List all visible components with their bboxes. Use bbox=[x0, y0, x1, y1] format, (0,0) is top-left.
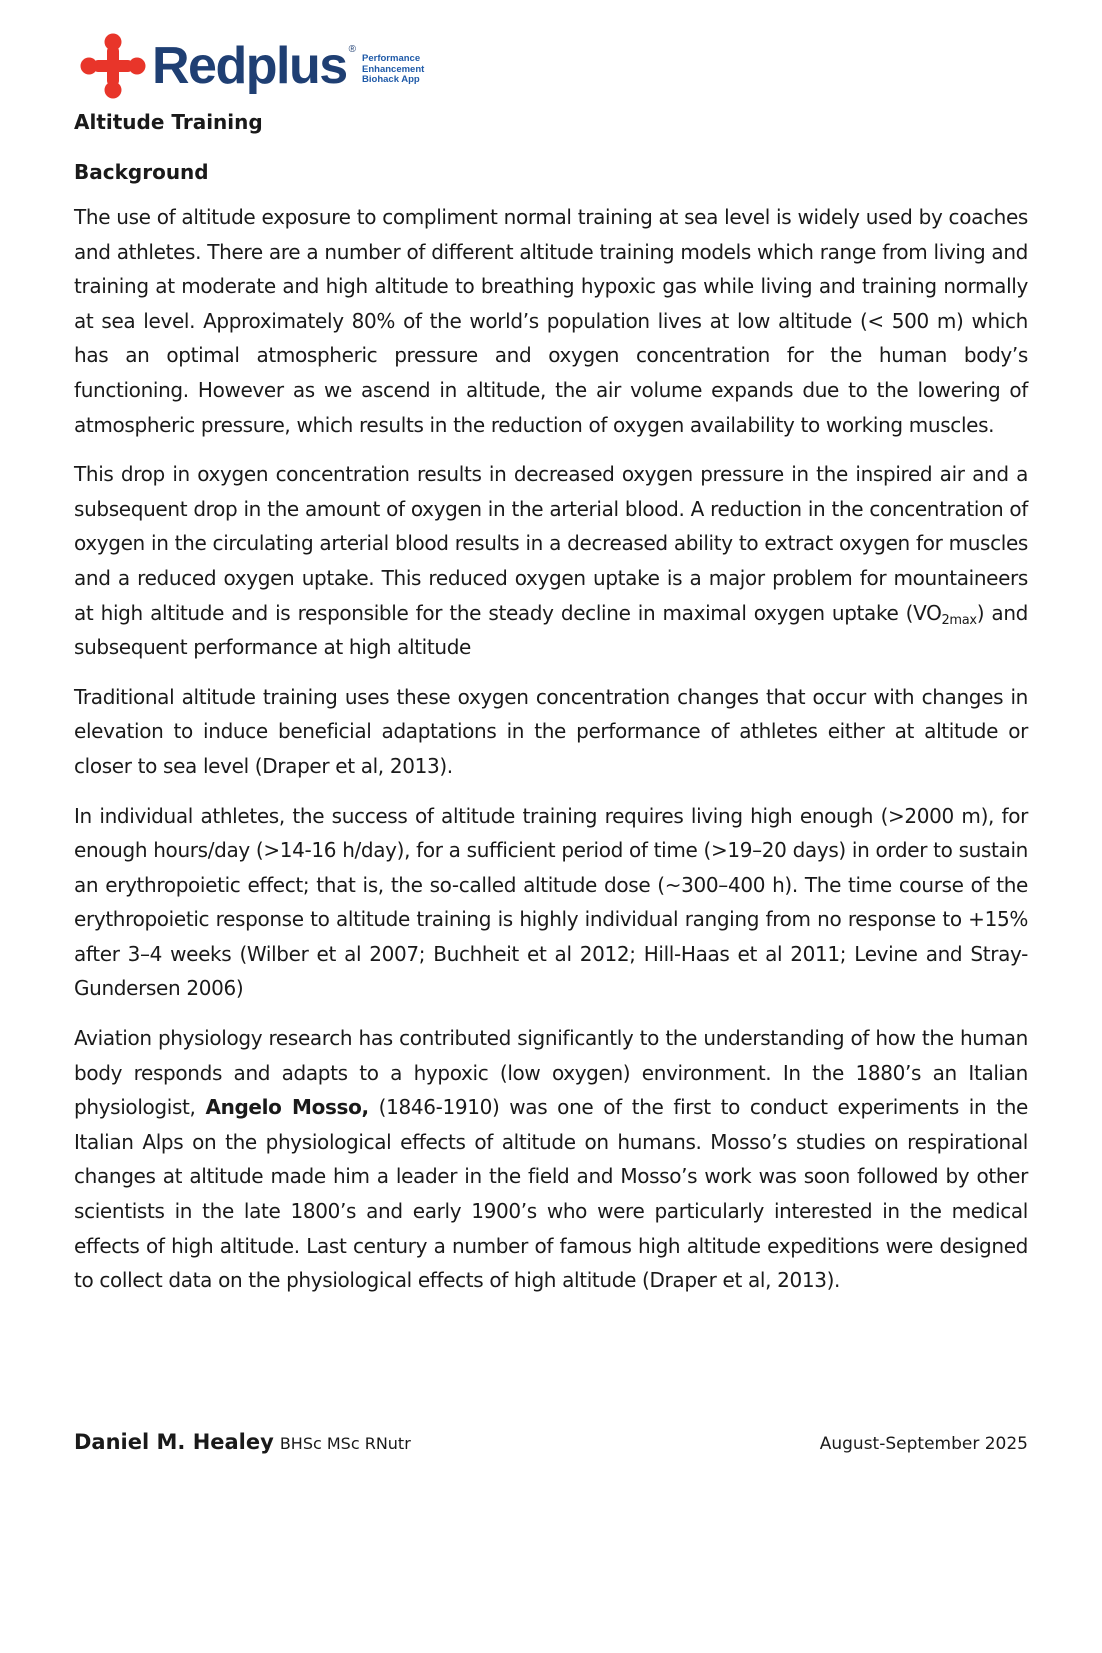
registered-mark: ® bbox=[348, 44, 357, 55]
paragraph-5 bbox=[74, 1021, 1028, 1298]
paragraph-5-text: Aviation physiology research has contributed significantly to the understanding of how the human body responds and adapts to a hypoxic (low oxygen) environment. In the 1880’s an Italian physiologist, bbox=[74, 1026, 1028, 1120]
publication-date: August-September 2025 bbox=[819, 1434, 1028, 1454]
paragraph-2 bbox=[74, 457, 1028, 665]
section-heading: Background bbox=[74, 160, 209, 184]
author-block bbox=[74, 1430, 411, 1454]
page-footer bbox=[74, 1430, 1028, 1454]
document-body bbox=[74, 108, 1028, 1313]
document-title: Altitude Training bbox=[74, 110, 263, 134]
paragraph-2-end: ) and subsequent performance at high altitude bbox=[74, 600, 1028, 660]
paragraph-4: In individual athletes, the success of altitude training requires living high enough (>2000 m), for enough hours/day (>14-16 h/day), for a sufficient period of time (>19–20 days) in order to sustain an erythropoietic effect; that is, the so-called altitude dose (~300–400 h). The time course of the erythropoietic response to altitude training is highly individual ranging from no response to +15% after 3–4 weeks (Wilber et al 2007; Buchheit et al 2012; Hill-Haas et al 2011; Levine and Stray-Gundersen 2006) bbox=[74, 803, 1028, 1001]
logo-tagline bbox=[362, 54, 424, 86]
redplus-cross-icon bbox=[80, 33, 146, 99]
paragraph-3: Traditional altitude training uses these oxygen concentration changes that occur with changes in elevation to induce beneficial adaptations in the performance of athletes either at altitude or closer to sea level (Draper et al, 2013). bbox=[74, 684, 1028, 778]
logo-tagline-line: Biohack App bbox=[362, 74, 420, 86]
logo-tagline-line: Performance bbox=[362, 53, 421, 65]
vo2max-subscript: 2max bbox=[941, 612, 977, 628]
redplus-logo bbox=[80, 32, 424, 100]
person-name-bold: Angelo Mosso, bbox=[205, 1095, 369, 1120]
logo-wordmark: Redplus bbox=[152, 37, 347, 95]
paragraph-2-text: This drop in oxygen concentration results in decreased oxygen pressure in the inspired air and a subsequent drop in the amount of oxygen in the arterial blood. A reduction in the concentration of oxygen in the circulating arterial blood results in a decreased ability to extract oxygen for muscles and a reduced oxygen uptake. This reduced oxygen uptake is a major problem for mountaineers at high altitude and is responsible for the steady decline in maximal oxygen uptake (VO bbox=[74, 462, 1028, 625]
logo-tagline-line: Enhancement bbox=[362, 63, 425, 75]
paragraph-5-end: (1846-1910) was one of the first to conduct experiments in the Italian Alps on the physiological effects of altitude on humans. Mosso’s studies on respirational changes at altitude made him a leader in the field and Mosso’s work was soon followed by other scientists in the late 1800’s and early 1900’s who were particularly interested in the medical effects of high altitude. Last century a number of famous high altitude expeditions were designed to collect data on the physiological effects of high altitude (Draper et al, 2013). bbox=[74, 1095, 1028, 1293]
paragraph-1: The use of altitude exposure to compliment normal training at sea level is widely used by coaches and athletes. There are a number of different altitude training models which range from living and training at moderate and high altitude to breathing hypoxic gas while living and training normally at sea level. Approximately 80% of the world’s population lives at low altitude (< 500 m) which has an optimal atmospheric pressure and oxygen concentration for the human body’s functioning. However as we ascend in altitude, the air volume expands due to the lowering of atmospheric pressure, which results in the reduction of oxygen availability to working muscles. bbox=[74, 205, 1028, 437]
author-credentials: BHSc MSc RNutr bbox=[279, 1434, 411, 1453]
author-name: Daniel M. Healey bbox=[74, 1430, 274, 1454]
